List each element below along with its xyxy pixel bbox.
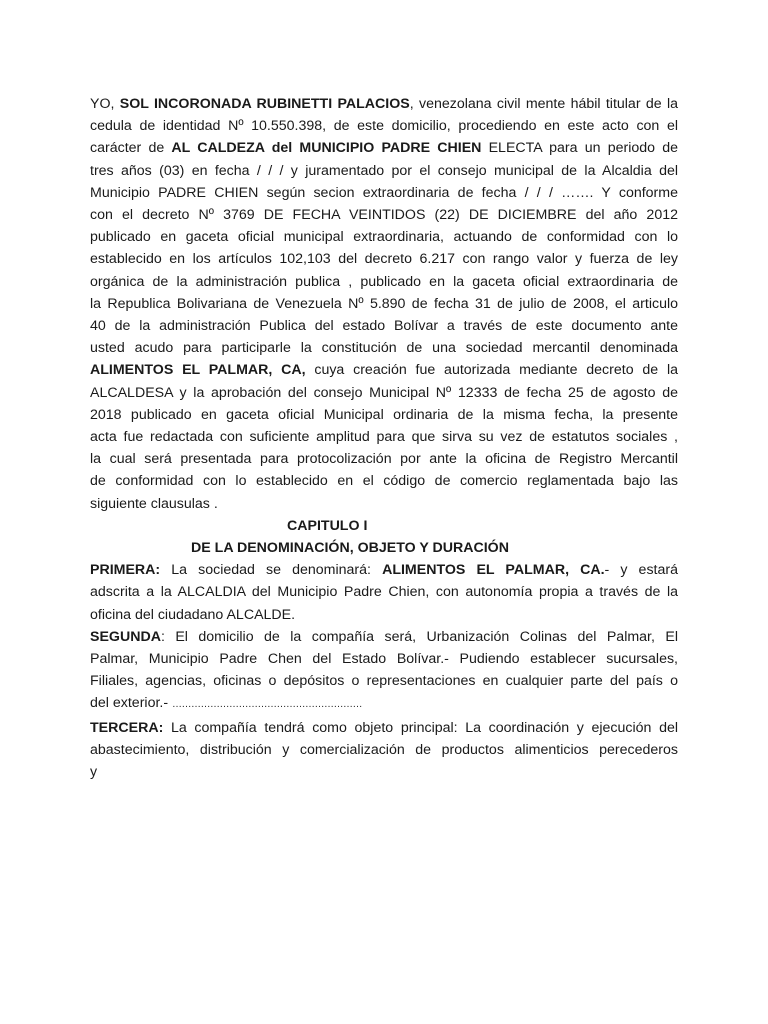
dotted-leader: …………………………………………………… xyxy=(172,699,363,711)
intro-line xyxy=(90,137,678,159)
clause-primera xyxy=(90,559,678,626)
clause-label: SEGUNDA xyxy=(90,628,161,645)
intro-line: con el decreto Nº 3769 DE FECHA VEINTIDOS (22) DE DICIEMBRE del año 2012 xyxy=(90,207,678,224)
intro-line: establecido en los artículos 102,103 del decreto 6.217 con rango valor y fuerza de ley xyxy=(90,251,678,268)
intro-line: 2018 publicado en gaceta oficial Municipal ordinaria de la misma fecha, la presente xyxy=(90,406,678,423)
intro-line: cedula de identidad Nº 10.550.398, de este domicilio, procediendo en este acto con el xyxy=(90,118,678,135)
text-span: , venezolana civil mente hábil titular de la xyxy=(409,96,678,112)
text-span: del exterior.- xyxy=(90,695,173,712)
grantor-name: SOL INCORONADA RUBINETTI PALACIOS xyxy=(119,96,410,112)
clause-line: y xyxy=(90,764,98,781)
intro-line xyxy=(90,93,678,115)
intro-paragraph xyxy=(90,93,678,515)
intro-line: de conformidad con lo establecido en el código de comercio reglamentada bajo las xyxy=(90,473,678,490)
intro-line: la Republica Bolivariana de Venezuela Nº 5.890 de fecha 31 de julio de 2008, el articulo xyxy=(90,295,678,312)
clause-label: TERCERA: xyxy=(90,719,164,736)
clause-line: oficina del ciudadano ALCALDE. xyxy=(90,606,296,623)
intro-line: tres años (03) en fecha / / / y juramentado por el consejo municipal de la Alcaldia del xyxy=(90,162,678,179)
intro-line: 40 de la administración Publica del estado Bolívar a través de este documento ante xyxy=(90,318,678,335)
clause-line: Palmar, Municipio Padre Chen del Estado Bolívar.- Pudiendo establecer sucursales, xyxy=(90,651,678,668)
clause-line: abastecimiento, distribución y comercialización de productos alimenticios perecederos xyxy=(90,741,678,758)
text-span: YO, xyxy=(90,96,120,112)
intro-line: acta fue redactada con suficiente amplitud para que sirva su vez de estatutos sociales , xyxy=(90,429,678,446)
company-name: ALIMENTOS EL PALMAR, CA. xyxy=(382,562,605,579)
clause-label: PRIMERA: xyxy=(90,562,161,579)
text-span: : El domicilio de la compañía será, Urbanización Colinas del Palmar, El xyxy=(160,628,678,645)
intro-line xyxy=(90,359,678,381)
company-name: ALIMENTOS EL PALMAR, CA, xyxy=(90,362,306,379)
intro-line: publicado en gaceta oficial municipal extraordinaria, actuando de conformidad con lo xyxy=(90,229,678,246)
intro-line: Municipio PADRE CHIEN según secion extraordinaria de fecha / / / ……. Y conforme xyxy=(90,184,678,201)
text-span: cuya creación fue autorizada mediante decreto de la xyxy=(305,362,678,379)
chapter-subtitle: DE LA DENOMINACIÓN, OBJETO Y DURACIÓN xyxy=(191,540,509,557)
text-span: La sociedad se denominará: xyxy=(160,562,383,579)
intro-line: ALCALDESA y la aprobación del consejo Municipal Nº 12333 de fecha 25 de agosto de xyxy=(90,384,678,401)
clause-line: Filiales, agencias, oficinas o depósitos o representaciones en cualquier parte del país o xyxy=(90,673,678,690)
office-title: AL CALDEZA del MUNICIPIO PADRE CHIEN xyxy=(171,140,482,157)
text-span: La compañía tendrá como objeto principal: La coordinación y ejecución del xyxy=(163,719,678,736)
chapter-title: CAPITULO I xyxy=(287,517,368,534)
intro-line: orgánica de la administración publica , publicado en la gaceta oficial extraordinaria de xyxy=(90,273,678,290)
clause-line xyxy=(90,717,678,739)
text-span: - y estará xyxy=(604,562,678,579)
clause-tercera xyxy=(90,717,678,784)
clause-segunda xyxy=(90,626,678,717)
clause-line xyxy=(90,692,678,716)
clause-line xyxy=(90,559,678,581)
clause-line: adscrita a la ALCALDIA del Municipio Padre Chien, con autonomía propia a través de la xyxy=(90,584,678,601)
intro-line: siguiente clausulas . xyxy=(90,495,218,512)
text-span: ELECTA para un periodo de xyxy=(481,140,678,157)
clause-line xyxy=(90,626,678,648)
text-span: carácter de xyxy=(90,140,172,157)
intro-line: la cual será presentada para protocolización por ante la oficina de Registro Mercantil xyxy=(90,451,678,468)
intro-line: usted acudo para participarle la constitución de una sociedad mercantil denominada xyxy=(90,340,678,357)
